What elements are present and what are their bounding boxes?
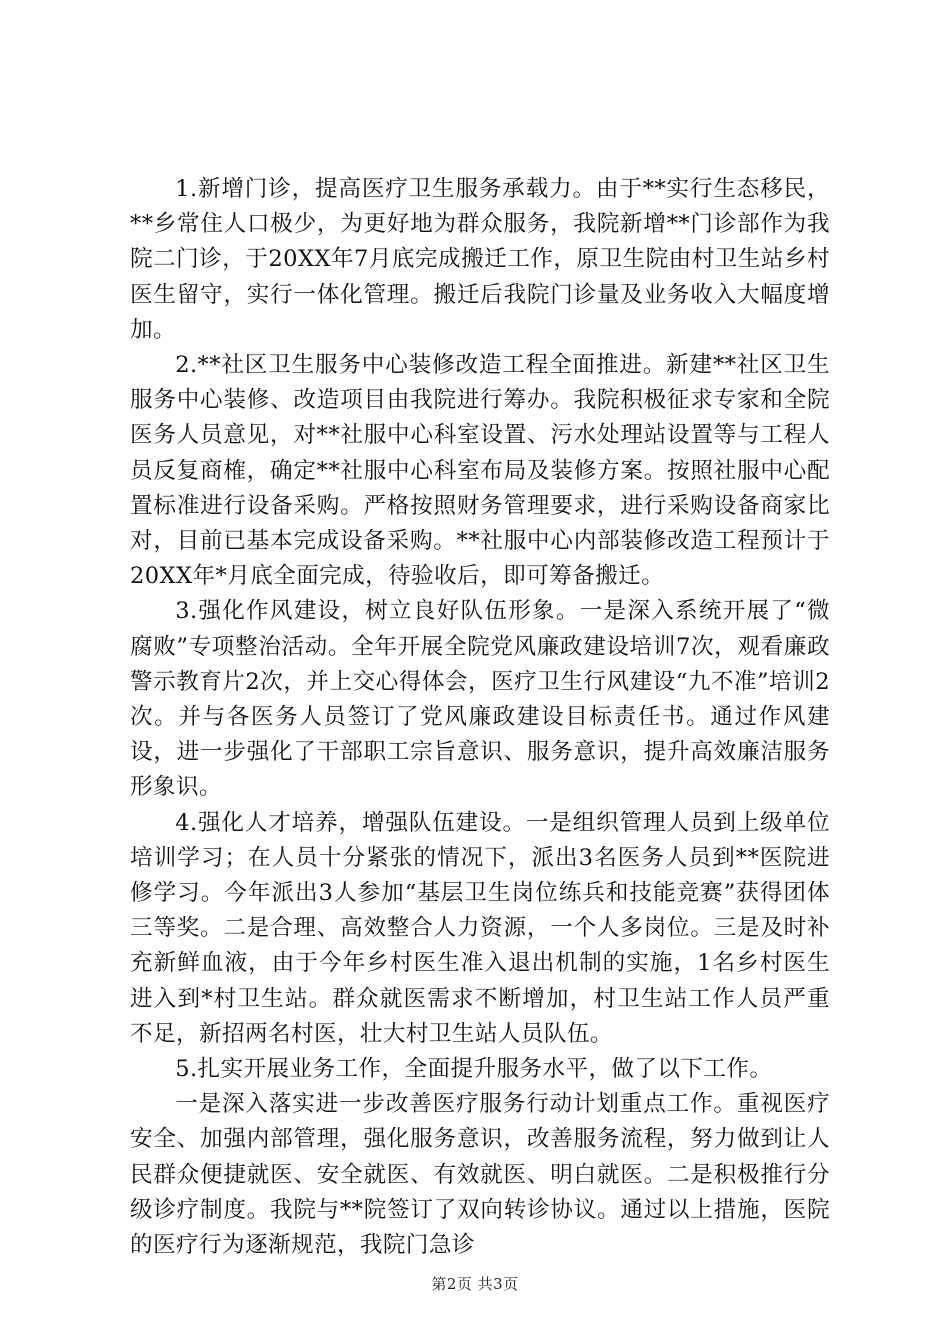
page-number-footer: 第2页 共3页 xyxy=(431,1275,519,1293)
paragraph-1: 1.新增门诊，提高医疗卫生服务承载力。由于**实行生态移民，**乡常住人口极少，为更好地为群众服务，我院新增**门诊部作为我院二门诊，于20XX年7月底完成搬迁工作，原卫生院由村卫生站乡村医生留守，实行一体化管理。搬迁后我院门诊量及业务收入大幅度增加。 xyxy=(130,176,830,343)
paragraph-5: 5.扎实开展业务工作，全面提升服务水平，做了以下工作。 xyxy=(175,1056,773,1083)
paragraph-6: 一是深入落实进一步改善医疗服务行动计划重点工作。重视医疗安全、加强内部管理，强化服务意识，改善服务流程，努力做到让人民群众便捷就医、安全就医、有效就医、明白就医。二是积极推行分级诊疗制度。我院与**院签订了双向转诊协议。通过以上措施，医院的医疗行为逐渐规范，我院门急诊 xyxy=(130,1091,830,1259)
paragraph-4: 4.强化人才培养，增强队伍建设。一是组织管理人员到上级单位培训学习；在人员十分紧张的情况下，派出3名医务人员到**医院进修学习。今年派出3人参加“基层卫生岗位练兵和技能竞赛”获得团体三等奖。二是合理、高效整合人力资源，一个人多岗位。三是及时补充新鲜血液，由于今年乡村医生准入退出机制的实施，1名乡村医生进入到*村卫生站。群众就医需求不断增加，村卫生站工作人员严重不足，新招两名村医，壮大村卫生站人员队伍。 xyxy=(130,809,830,1047)
paragraph-2: 2.**社区卫生服务中心装修改造工程全面推进。新建**社区卫生服务中心装修、改造项目由我院进行筹办。我院积极征求专家和全院医务人员意见，对**社服中心科室设置、污水处理站设置等与工程人员反复商榷，确定**社服中心科室布局及装修方案。按照社服中心配置标准进行设备采购。严格按照财务管理要求，进行采购设备商家比对，目前已基本完成设备采购。**社服中心内部装修改造工程预计于20XX年*月底全面完成，待验收后，即可筹备搬迁。 xyxy=(130,352,830,590)
paragraph-3: 3.强化作风建设，树立良好队伍形象。一是深入系统开展了“微腐败”专项整治活动。全年开展全院党风廉政建设培训7次，观看廉政警示教育片2次，并上交心得体会，医疗卫生行风建设“九不准”培训2次。并与各医务人员签订了党风廉政建设目标责任书。通过作风建设，进一步强化了干部职工宗旨意识、服务意识，提升高效廉洁服务形象识。 xyxy=(130,598,830,801)
document-body xyxy=(130,172,830,1263)
